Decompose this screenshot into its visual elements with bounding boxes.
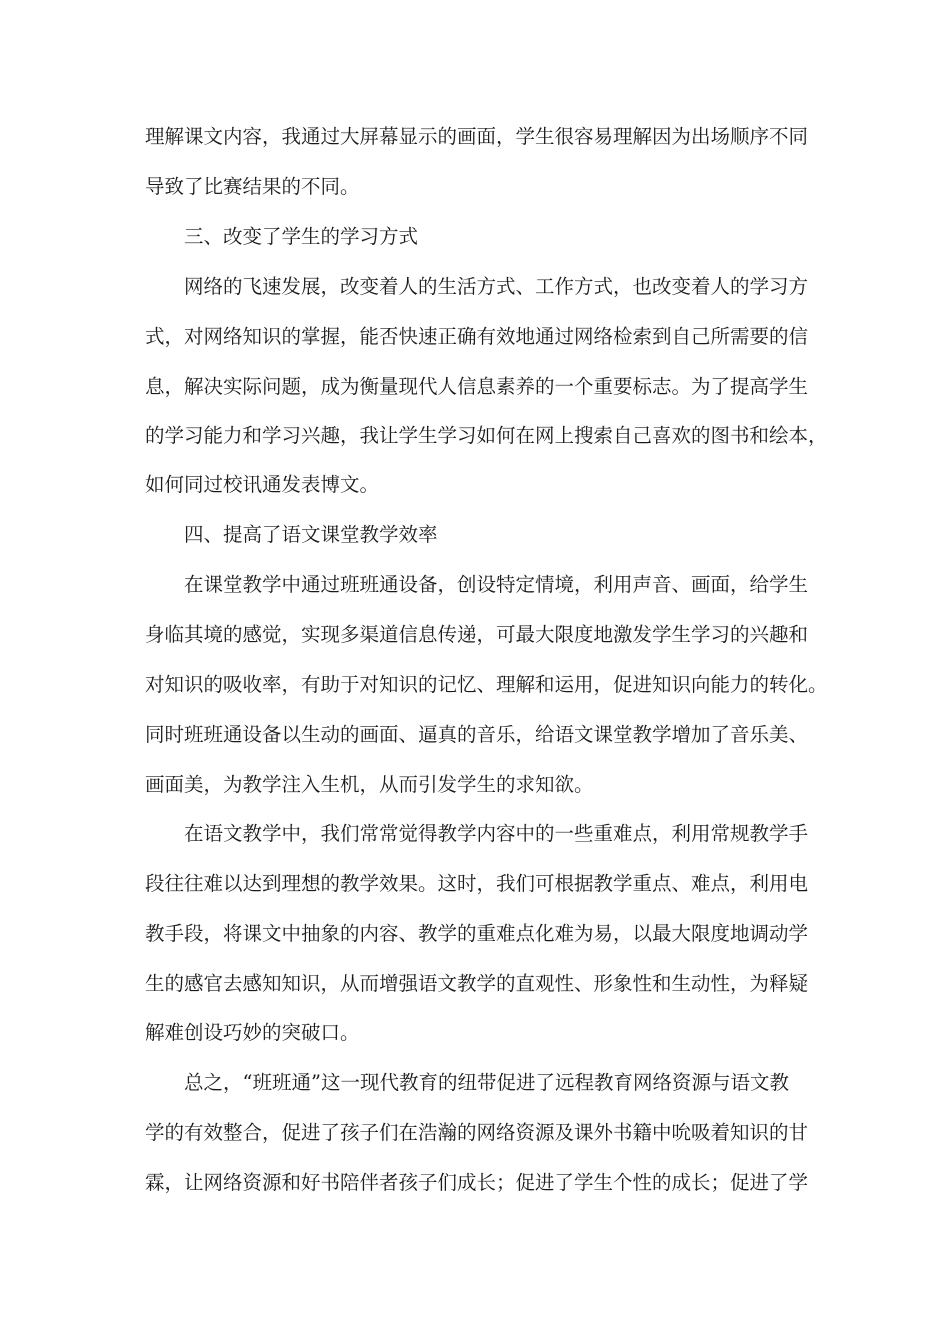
text-line: 理解课文内容，我通过大屏幕显示的画面，学生很容易理解因为出场顺序不同 — [145, 125, 809, 148]
text-line: 画面美，为教学注入生机，从而引发学生的求知欲。 — [145, 773, 594, 796]
text-line: 学的有效整合，促进了孩子们在浩瀚的网络资源及课外书籍中吮吸着知识的甘 — [145, 1121, 809, 1144]
text-line: 总之，“班班通”这一现代教育的纽带促进了远程教育网络资源与语文教 — [184, 1071, 789, 1094]
text-line: 的学习能力和学习兴趣，我让学生学习如何在网上搜索自己喜欢的图书和绘本， — [145, 424, 828, 447]
text-line: 霖，让网络资源和好书陪伴者孩子们成长；促进了学生个性的成长；促进了学 — [145, 1171, 809, 1194]
text-line: 导致了比赛结果的不同。 — [145, 175, 360, 198]
section-heading: 四、提高了语文课堂教学效率 — [184, 523, 438, 546]
text-line: 息，解决实际问题，成为衡量现代人信息素养的一个重要标志。为了提高学生 — [145, 375, 809, 398]
text-line: 段往往难以达到理想的教学效果。这时，我们可根据教学重点、难点，利用电 — [145, 872, 809, 895]
text-line: 身临其境的感觉，实现多渠道信息传递，可最大限度地激发学生学习的兴趣和 — [145, 623, 809, 646]
text-line: 解难创设巧妙的突破口。 — [145, 1021, 360, 1044]
text-line: 生的感官去感知知识，从而增强语文教学的直观性、形象性和生动性，为释疑 — [145, 972, 809, 995]
text-line: 对知识的吸收率，有助于对知识的记忆、理解和运用，促进知识向能力的转化。 — [145, 673, 828, 696]
text-line: 网络的飞速发展，改变着人的生活方式、工作方式，也改变着人的学习方 — [184, 275, 809, 298]
text-line: 同时班班通设备以生动的画面、逼真的音乐，给语文课堂教学增加了音乐美、 — [145, 723, 809, 746]
text-line: 在课堂教学中通过班班通设备，创设特定情境，利用声音、画面，给学生 — [184, 573, 809, 596]
text-line: 教手段，将课文中抽象的内容、教学的重难点化难为易，以最大限度地调动学 — [145, 922, 809, 945]
text-line: 在语文教学中，我们常常觉得教学内容中的一些重难点，利用常规教学手 — [184, 822, 809, 845]
section-heading: 三、改变了学生的学习方式 — [184, 225, 419, 248]
text-line: 如何同过校讯通发表博文。 — [145, 473, 380, 496]
text-line: 式，对网络知识的掌握，能否快速正确有效地通过网络检索到自己所需要的信 — [145, 325, 809, 348]
